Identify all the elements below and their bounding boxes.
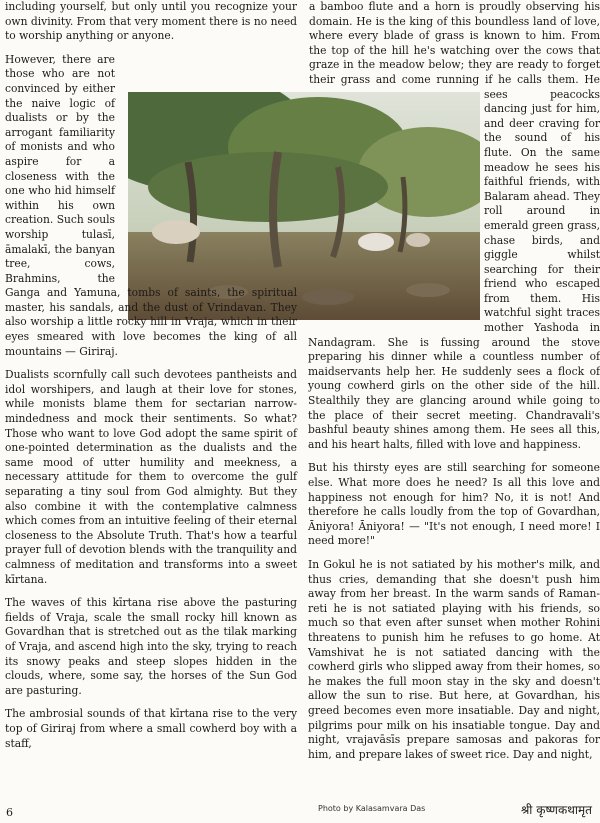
right-paragraph-3: In Gokul he is not satiated by his mother's milk, and thus cries, demanding that she doesn't push him away from her breast. In the warm sands of Raman-reti he is not satiated playing with his friends, so much so that even after sunset when mother Rohini threatens to punish him he refuses to go home. At Vamshivat he is not satiated dancing with the cowherd girls who slipped away from their homes, so he makes the full moon stay in the sky and doesn't allow the sun to rise. But here, at Govardhan, his greed becomes even more insatiable. Day and night, pilgrims pour milk on his insatiable tongue. Day and night, vrajavāsīs prepare samosas and pakoras for him, and prepare lakes of sweet rice. Day and night, [308, 557, 600, 761]
left-paragraph-3: Dualists scornfully call such devotees pantheists and idol worshipers, and laugh at their love for stones, while monists blame them for sectarian narrow-mindedness and mock their sentiments. So what? Those who want to love God adopt the same spirit of one-pointed determination as the dualists and the same mood of utter humility and meekness, a necessary attitude for them to overcome the gulf separating a tiny soul from God almighty. But they also combine it with the contemplative calmness which comes from an intuitive feeling of their eternal closeness to the Absolute Truth. That's how a tearful prayer full of devotion blends with the tranquility and calmness of meditation and transforms into a sweet kīrtana. [5, 368, 297, 586]
photo-wrap-spacer-right [308, 92, 480, 324]
right-column [308, 0, 600, 771]
photo-credit: Photo by Kalasamvara Das [318, 804, 426, 813]
left-paragraph-5: The ambrosial sounds of that kīrtana rise to the very top of Giriraj from where a small cowherd boy with a staff, [5, 707, 297, 750]
right-paragraph-1: a bamboo flute and a horn is proudly observing his domain. He is the king of this boundless land of love, where every blade of grass is known to him. From the top of the hill he's watching over the cows that graze in the meadow below; they are ready to forget their grass and come running if he calls them. He sees peacocks dancing just for him, and deer craving for the sound of his flute. On the same meadow he sees his faithful friends, with Balaram ahead. They roll around in emerald green grass, chase birds, and giggle whilst searching for their friend who escaped from them. His watchful sight traces mother Yashoda in Nandagram. She is fussing around the stove preparing his dinner while a countless number of maidservants help her. He suddenly sees a flock of young cowherd girls on the other side of the hill. Stealthily they are glancing around while going to the place of their secret meeting. Chandravali's bashful beauty shines among them. He sees all this, and his heart halts, filled with love and happiness. [308, 0, 600, 451]
right-paragraph-2: But his thirsty eyes are still searching for someone else. What more does he need? Is all this love and happiness not enough for him? No, it is not! And therefore he calls loudly from the top of Govardhan, Āniyora! Āniyora! — "It's not enough, I need more! I need more!" [308, 461, 600, 548]
left-column [5, 0, 297, 760]
left-paragraph-1: including yourself, but only until you recognize your own divinity. From that very moment there is no need to worship anything or anyone. [5, 0, 297, 43]
magazine-name: श्री कृष्णकथामृत [520, 803, 592, 817]
photo-wrap-spacer-left [119, 53, 297, 285]
page-number: 6 [6, 806, 13, 819]
left-paragraph-4: The waves of this kīrtana rise above the pasturing fields of Vraja, scale the small rocky hill known as Govardhan that is stretched out as the tilak marking of Vraja, and ascend high into the sky, trying to reach its snowy peaks and steep slopes hidden in the clouds, where, some say, the horses of the Sun God are pasturing. [5, 596, 297, 697]
left-paragraph-2: However, there are those who are not convinced by either the naive logic of dualists or by the arrogant familiarity of monists and who aspire for a closeness with the one who hid himself within his own creation. Such souls worship tulasī, āmalakī, the banyan tree, cows, Brahmins, the Ganga and Yamuna, tombs of saints, the spiritual master, his sandals, and the dust of Vrindavan. They also worship a little rocky hill in Vraja, which in their eyes smeared with love becomes the king of all mountains — Giriraj. [5, 52, 297, 358]
